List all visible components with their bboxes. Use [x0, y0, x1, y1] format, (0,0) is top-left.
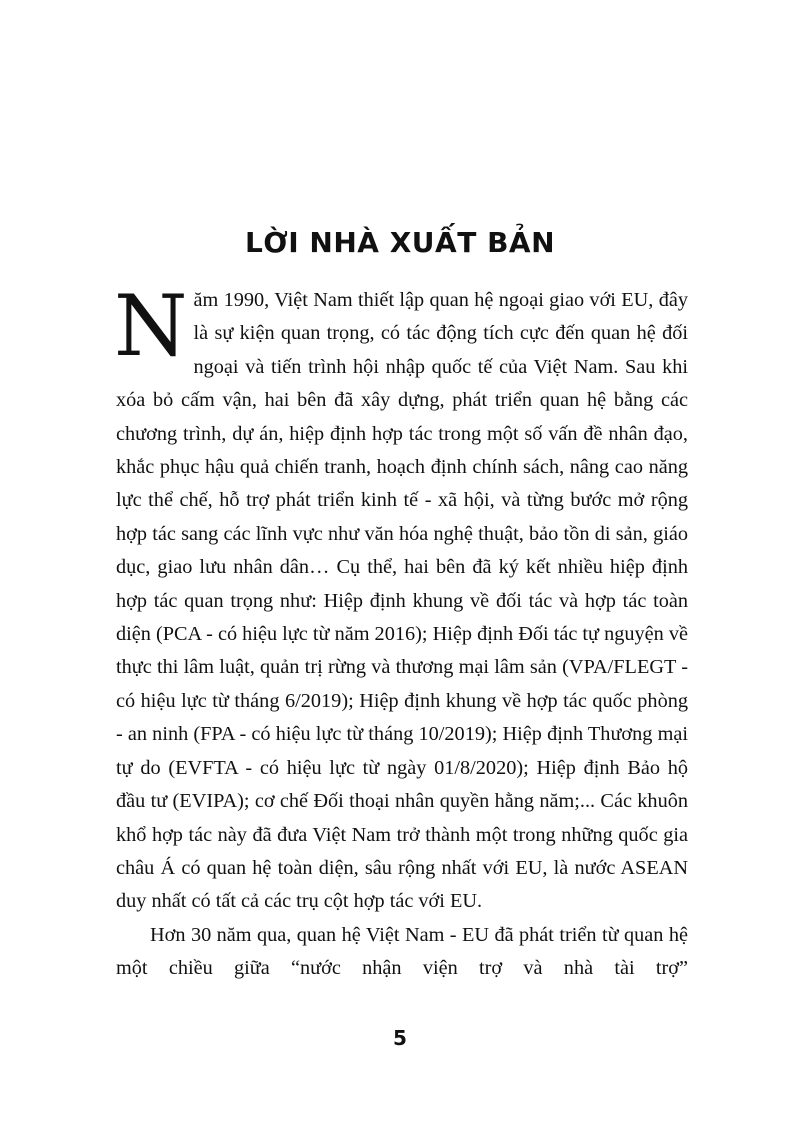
drop-cap-letter: N	[114, 277, 188, 375]
paragraph-1	[114, 277, 689, 919]
paragraph-2: Hơn 30 năm qua, quan hệ Việt Nam - EU đã phát triển từ quan hệ một chiều giữa “nước nhận viện trợ và nhà tài trợ”	[116, 923, 688, 980]
page-title: LỜI NHÀ XUẤT BẢN	[244, 226, 556, 259]
body-text	[114, 277, 689, 986]
paragraph-1-text: ăm 1990, Việt Nam thiết lập quan hệ ngoại giao với EU, đây là sự kiện quan trọng, có tác động tích cực đến quan hệ đối ngoại và tiến trình hội nhập quốc tế của Việt Nam. Sau khi xóa bỏ cấm vận, hai bên đã xây dựng, phát triển quan hệ bằng các chương trình, dự án, hiệp định hợp tác trong một số vấn đề nhân đạo, khắc phục hậu quả chiến tranh, hoạch định chính sách, nâng cao năng lực thể chế, hỗ trợ phát triển kinh tế - xã hội, và từng bước mở rộng hợp tác sang các lĩnh vực như văn hóa nghệ thuật, bảo tồn di sản, giáo dục, giao lưu nhân dân… Cụ thể, hai bên đã ký kết nhiều hiệp định hợp tác quan trọng như: Hiệp định khung về đối tác và hợp tác toàn diện (PCA - có hiệu lực từ năm 2016); Hiệp định Đối tác tự nguyện về thực thi lâm luật, quản trị rừng và thương mại lâm sản (VPA/FLEGT - có hiệu lực từ tháng 6/2019); Hiệp định khung về hợp tác quốc phòng - an ninh (FPA - có hiệu lực từ tháng 10/2019); Hiệp định Thương mại tự do (EVFTA - có hiệu lực từ ngày 01/8/2020); Hiệp định Bảo hộ đầu tư (EVIPA); cơ chế Đối thoại nhân quyền hằng năm;... Các khuôn khổ hợp tác này đã đưa Việt Nam trở thành một trong những quốc gia châu Á có quan hệ toàn diện, sâu rộng nhất với EU, là nước ASEAN duy nhất có tất cả các trụ cột hợp tác với EU.	[116, 289, 689, 913]
page-number: 5	[393, 1026, 407, 1050]
